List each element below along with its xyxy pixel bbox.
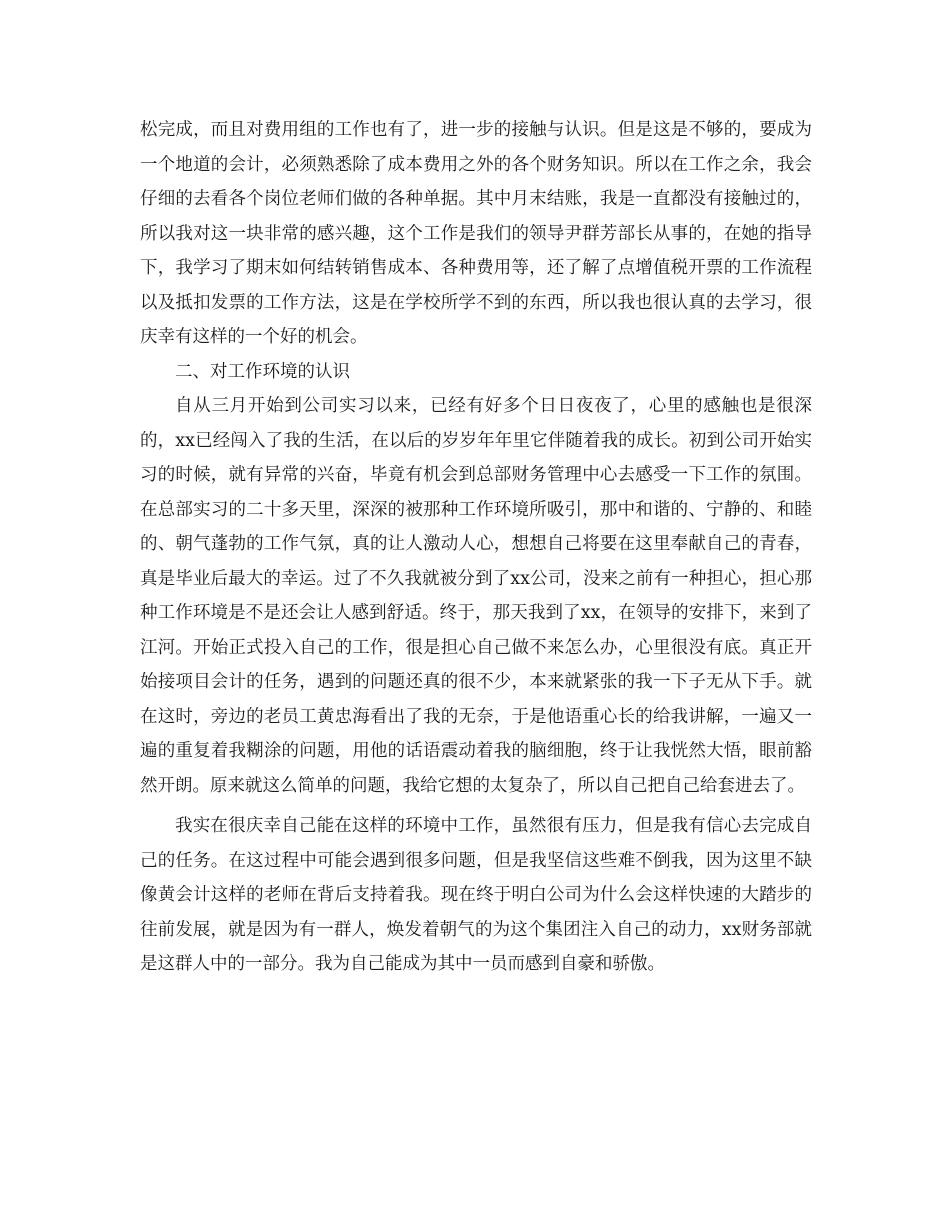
section-heading: 二、对工作环境的认识 [175,361,350,382]
paragraph-continuation: 松完成，而且对费用组的工作也有了，进一步的接触与认识。但是这是不够的，要成为一个地道的会计，必须熟悉除了成本费用之外的各个财务知识。所以在工作之余，我会仔细的去看各个岗位老师们做的各种单据。其中月末结账，我是一直都没有接触过的，所以我对这一块非常的感兴趣，这个工作是我们的领导尹群芳部长从事的，在她的指导下，我学习了期末如何结转销售成本、各种费用等，还了解了点增值税开票的工作流程以及抵扣发票的工作方法，这是在学校所学不到的东西，所以我也很认真的去学习，很庆幸有这样的一个好的机会。 [140,120,812,347]
paragraph-conclusion: 我实在很庆幸自己能在这样的环境中工作，虽然很有压力，但是我有信心去完成自己的任务。在这过程中可能会遇到很多问题，但是我坚信这些难不倒我，因为这里不缺像黄会计这样的老师在背后支持着我。现在终于明白公司为什么会这样快速的大踏步的往前发展，就是因为有一群人，焕发着朝气的为这个集团注入自己的动力，xx财务部就是这群人中的一部分。我为自己能成为其中一员而感到自豪和骄傲。 [140,816,812,974]
document-body [140,113,812,982]
paragraph-work-environment: 自从三月开始到公司实习以来，已经有好多个日日夜夜了，心里的感触也是很深的，xx已经闯入了我的生活，在以后的岁岁年年里它伴随着我的成长。初到公司开始实习的时候，就有异常的兴奋，毕竟有机会到总部财务管理中心去感受一下工作的氛围。在总部实习的二十多天里，深深的被那种工作环境所吸引，那中和谐的、宁静的、和睦的、朝气蓬勃的工作气氛，真的让人激动人心，想想自己将要在这里奉献自己的青春，真是毕业后最大的幸运。过了不久我就被分到了xx公司，没来之前有一种担心，担心那种工作环境是不是还会让人感到舒适。终于，那天我到了xx，在领导的安排下，来到了江河。开始正式投入自己的工作，很是担心自己做不来怎么办，心里很没有底。真正开始接项目会计的任务，遇到的问题还真的很不少，本来就紧张的我一下子无从下手。就在这时，旁边的老员工黄忠海看出了我的无奈，于是他语重心长的给我讲解，一遍又一遍的重复着我糊涂的问题，用他的话语震动着我的脑细胞，终于让我恍然大悟，眼前豁然开朗。原来就这么简单的问题，我给它想的太复杂了，所以自己把自己给套进去了。 [140,396,812,796]
